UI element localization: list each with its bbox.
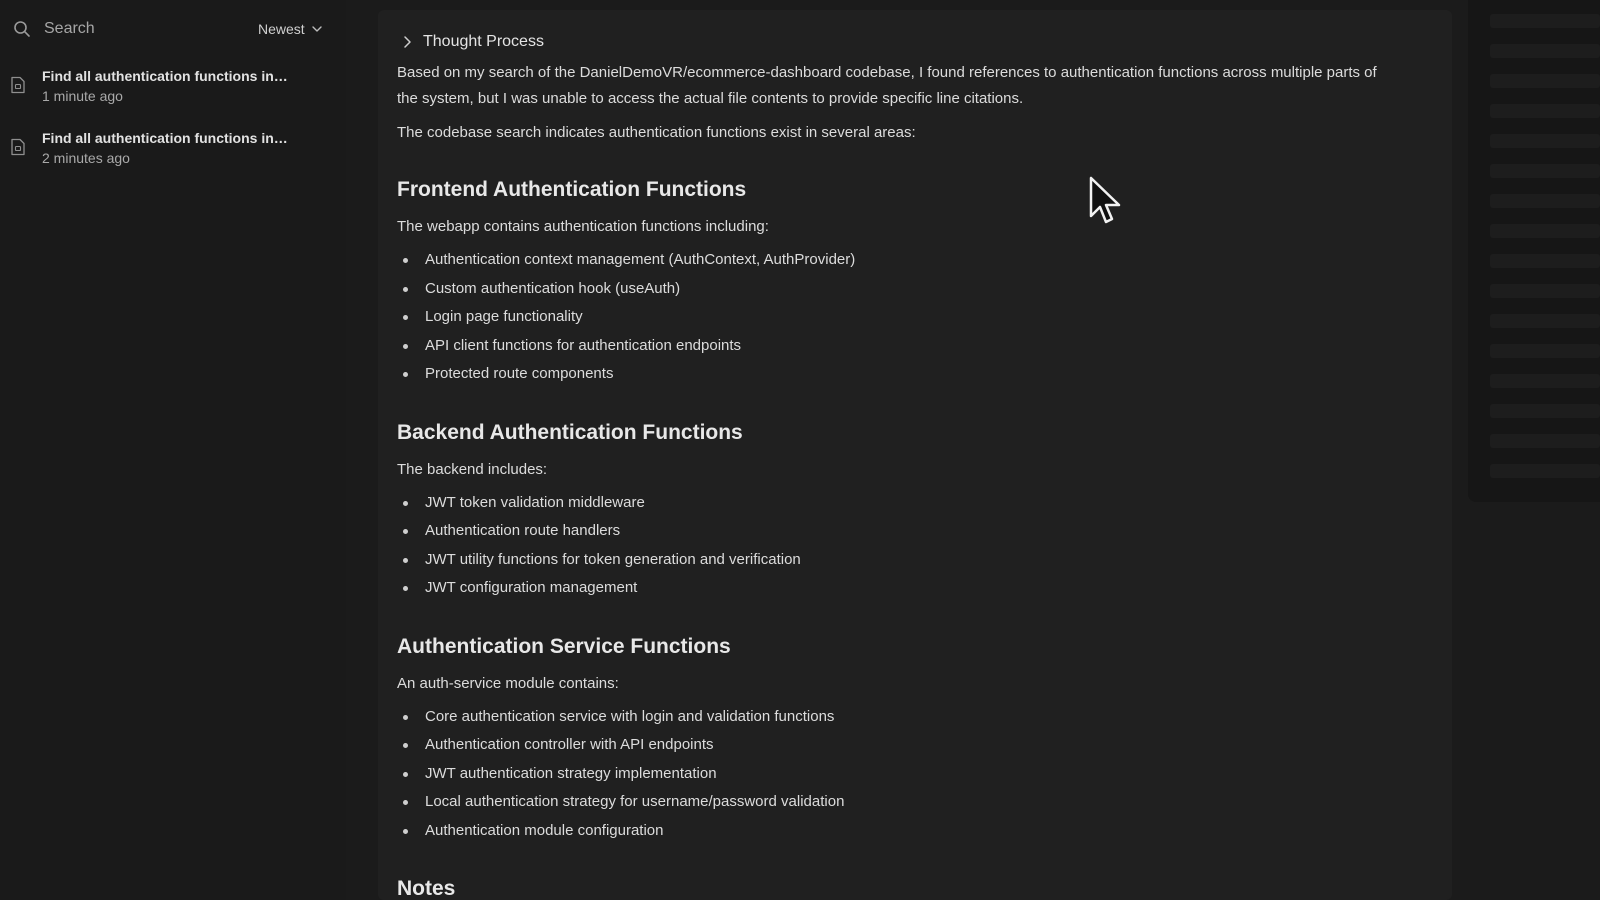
list-item: API client functions for authentication endpoints bbox=[397, 332, 1397, 361]
list-item: Login page functionality bbox=[397, 303, 1397, 332]
history-item[interactable] bbox=[0, 64, 346, 126]
list-item: Authentication module configuration bbox=[397, 817, 1397, 846]
bullet-list bbox=[397, 703, 1397, 846]
bullet-list bbox=[397, 489, 1397, 603]
sidebar bbox=[0, 0, 346, 900]
notes-heading: Notes bbox=[397, 877, 456, 900]
chevron-down-icon bbox=[311, 23, 323, 35]
placeholder-line bbox=[1490, 404, 1600, 418]
placeholder-line bbox=[1490, 344, 1600, 358]
response-panel bbox=[378, 10, 1452, 900]
placeholder-line bbox=[1490, 14, 1600, 28]
placeholder-line bbox=[1490, 314, 1600, 328]
intro-paragraph: Based on my search of the DanielDemoVR/ecommerce-dashboard codebase, I found references to authentication functions across multiple parts of the system, but I was unable to access the actual file contents to provide specific line citations. bbox=[397, 64, 1377, 107]
placeholder-line bbox=[1490, 464, 1600, 478]
thought-process-label: Thought Process bbox=[423, 33, 544, 50]
history-item-time: 2 minutes ago bbox=[42, 150, 130, 166]
list-item: Authentication controller with API endpoints bbox=[397, 731, 1397, 760]
placeholder-line bbox=[1490, 224, 1600, 238]
bullet-list bbox=[397, 246, 1397, 389]
history-item[interactable] bbox=[0, 126, 346, 188]
intro-paragraph-2: The codebase search indicates authentication functions exist in several areas: bbox=[397, 124, 916, 141]
placeholder-line bbox=[1490, 284, 1600, 298]
section-description: The webapp contains authentication functions including: bbox=[397, 218, 769, 235]
search-input[interactable] bbox=[44, 16, 234, 42]
list-item: Local authentication strategy for username/password validation bbox=[397, 788, 1397, 817]
history-list bbox=[0, 64, 346, 188]
section-description: An auth-service module contains: bbox=[397, 674, 619, 692]
section-heading: Frontend Authentication Functions bbox=[397, 178, 747, 201]
placeholder-line bbox=[1490, 164, 1600, 178]
placeholder-line bbox=[1490, 134, 1600, 148]
list-item: Authentication context management (AuthContext, AuthProvider) bbox=[397, 246, 1397, 275]
placeholder-line bbox=[1490, 194, 1600, 208]
list-item: Protected route components bbox=[397, 360, 1397, 389]
placeholder-line bbox=[1490, 74, 1600, 88]
sort-dropdown[interactable] bbox=[258, 18, 323, 40]
section-description: The backend includes: bbox=[397, 460, 548, 478]
placeholder-line bbox=[1490, 104, 1600, 118]
list-item: JWT configuration management bbox=[397, 574, 1397, 603]
placeholder-line bbox=[1490, 374, 1600, 388]
mouse-cursor-icon bbox=[1088, 176, 1122, 230]
side-panel bbox=[1468, 0, 1600, 502]
response-content bbox=[397, 30, 1397, 900]
placeholder-line bbox=[1490, 434, 1600, 448]
history-item-title: Find all authentication functions in… bbox=[42, 68, 288, 84]
history-item-time: 1 minute ago bbox=[42, 88, 123, 104]
list-item: JWT utility functions for token generation and verification bbox=[397, 546, 1397, 575]
sort-label: Newest bbox=[258, 21, 305, 37]
chevron-right-icon bbox=[401, 35, 413, 49]
list-item: JWT token validation middleware bbox=[397, 489, 1397, 518]
list-item: Authentication route handlers bbox=[397, 517, 1397, 546]
list-item: Core authentication service with login and validation functions bbox=[397, 703, 1397, 732]
list-item: Custom authentication hook (useAuth) bbox=[397, 275, 1397, 304]
placeholder-line bbox=[1490, 254, 1600, 268]
section-heading: Authentication Service Functions bbox=[397, 634, 731, 658]
thought-process-toggle[interactable] bbox=[401, 30, 1397, 54]
history-item-title: Find all authentication functions in… bbox=[42, 130, 288, 146]
placeholder-line bbox=[1490, 44, 1600, 58]
list-item: JWT authentication strategy implementation bbox=[397, 760, 1397, 789]
section-heading: Backend Authentication Functions bbox=[397, 420, 743, 444]
document-icon bbox=[10, 76, 26, 94]
search-icon bbox=[13, 20, 31, 38]
document-icon bbox=[10, 138, 26, 156]
search-bar bbox=[0, 12, 346, 46]
